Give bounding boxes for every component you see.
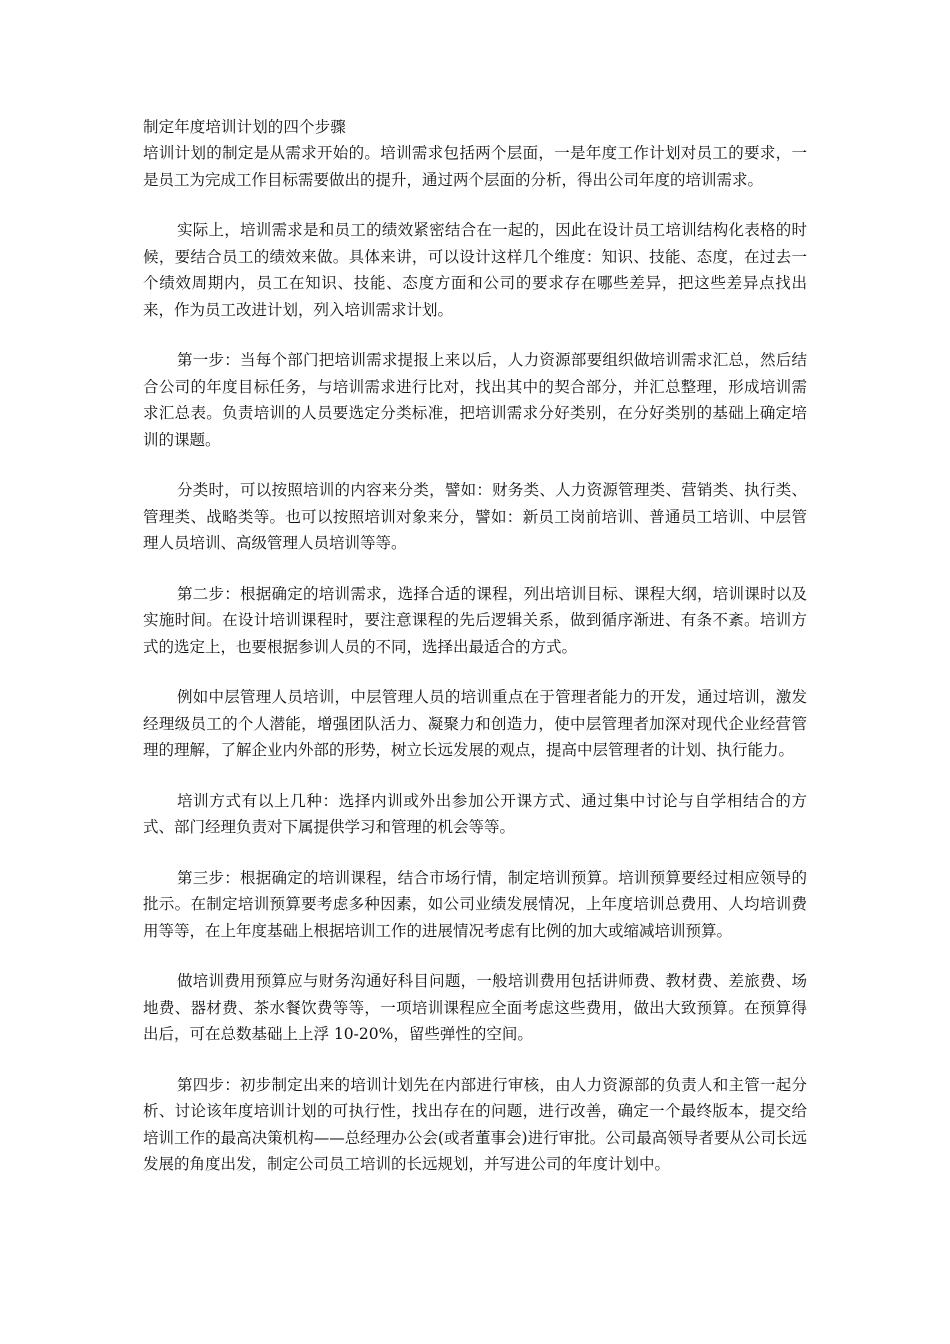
paragraph-step-two: 第二步：根据确定的培训需求，选择合适的课程，列出培训目标、课程大纲，培训课时以及实施时间。在设计培训课程时，要注意课程的先后逻辑关系，做到循序渐进、有条不紊。培训方式的选定上，也要根据参训人员的不同，选择出最适合的方式。	[143, 584, 807, 656]
document-title: 制定年度培训计划的四个步骤	[143, 118, 346, 136]
paragraph-step-three: 第三步：根据确定的培训课程，结合市场行情，制定培训预算。培训预算要经过相应领导的批示。在制定培训预算要考虑多种因素，如公司业绩发展情况，上年度培训总费用、人均培训费用等等，在上年度基础上根据培训工作的进展情况考虑有比例的加大或缩减培训预算。	[143, 868, 807, 940]
paragraph-classification: 分类时，可以按照培训的内容来分类，譬如：财务类、人力资源管理类、营销类、执行类、管理类、战略类等。也可以按照培训对象来分，譬如：新员工岗前培训、普通员工培训、中层管理人员培训、高级管理人员培训等等。	[143, 481, 807, 552]
paragraph-intro: 培训计划的制定是从需求开始的。培训需求包括两个层面，一是年度工作计划对员工的要求，一是员工为完成工作目标需要做出的提升，通过两个层面的分析，得出公司年度的培训需求。	[143, 144, 807, 189]
paragraph-performance: 实际上，培训需求是和员工的绩效紧密结合在一起的，因此在设计员工培训结构化表格的时候，要结合员工的绩效来做。具体来讲，可以设计这样几个维度：知识、技能、态度，在过去一个绩效周期内，员工在知识、技能、态度方面和公司的要求存在哪些差异，把这些差异点找出来，作为员工改进计划，列入培训需求计划。	[143, 221, 807, 319]
paragraph-step-four: 第四步：初步制定出来的培训计划先在内部进行审核，由人力资源部的负责人和主管一起分析、讨论该年度培训计划的可执行性，找出存在的问题，进行改善，确定一个最终版本，提交给培训工作的最高决策机构——总经理办公会(或者董事会)进行审批。公司最高领导者要从公司长远发展的角度出发，制定公司员工培训的长远规划，并写进公司的年度计划中。	[143, 1075, 807, 1173]
paragraph-step-one: 第一步：当每个部门把培训需求提报上来以后，人力资源部要组织做培训需求汇总，然后结合公司的年度目标任务，与培训需求进行比对，找出其中的契合部分，并汇总整理，形成培训需求汇总表。负责培训的人员要选定分类标准，把培训需求分好类别，在分好类别的基础上确定培训的课题。	[143, 351, 807, 449]
document-page	[143, 114, 807, 1178]
paragraph-middle-management-example: 例如中层管理人员培训，中层管理人员的培训重点在于管理者能力的开发，通过培训，激发经理级员工的个人潜能，增强团队活力、凝聚力和创造力，使中层管理者加深对现代企业经营管理的理解，了解企业内外部的形势，树立长远发展的观点，提高中层管理者的计划、执行能力。	[143, 688, 807, 759]
paragraph-training-methods: 培训方式有以上几种：选择内训或外出参加公开课方式、通过集中讨论与自学相结合的方式、部门经理负责对下属提供学习和管理的机会等等。	[143, 791, 807, 836]
paragraph-budget-items: 做培训费用预算应与财务沟通好科目问题，一般培训费用包括讲师费、教材费、差旅费、场地费、器材费、茶水餐饮费等等，一项培训课程应全面考虑这些费用，做出大致预算。在预算得出后，可在总数基础上上浮 10-20%，留些弹性的空间。	[143, 972, 807, 1043]
